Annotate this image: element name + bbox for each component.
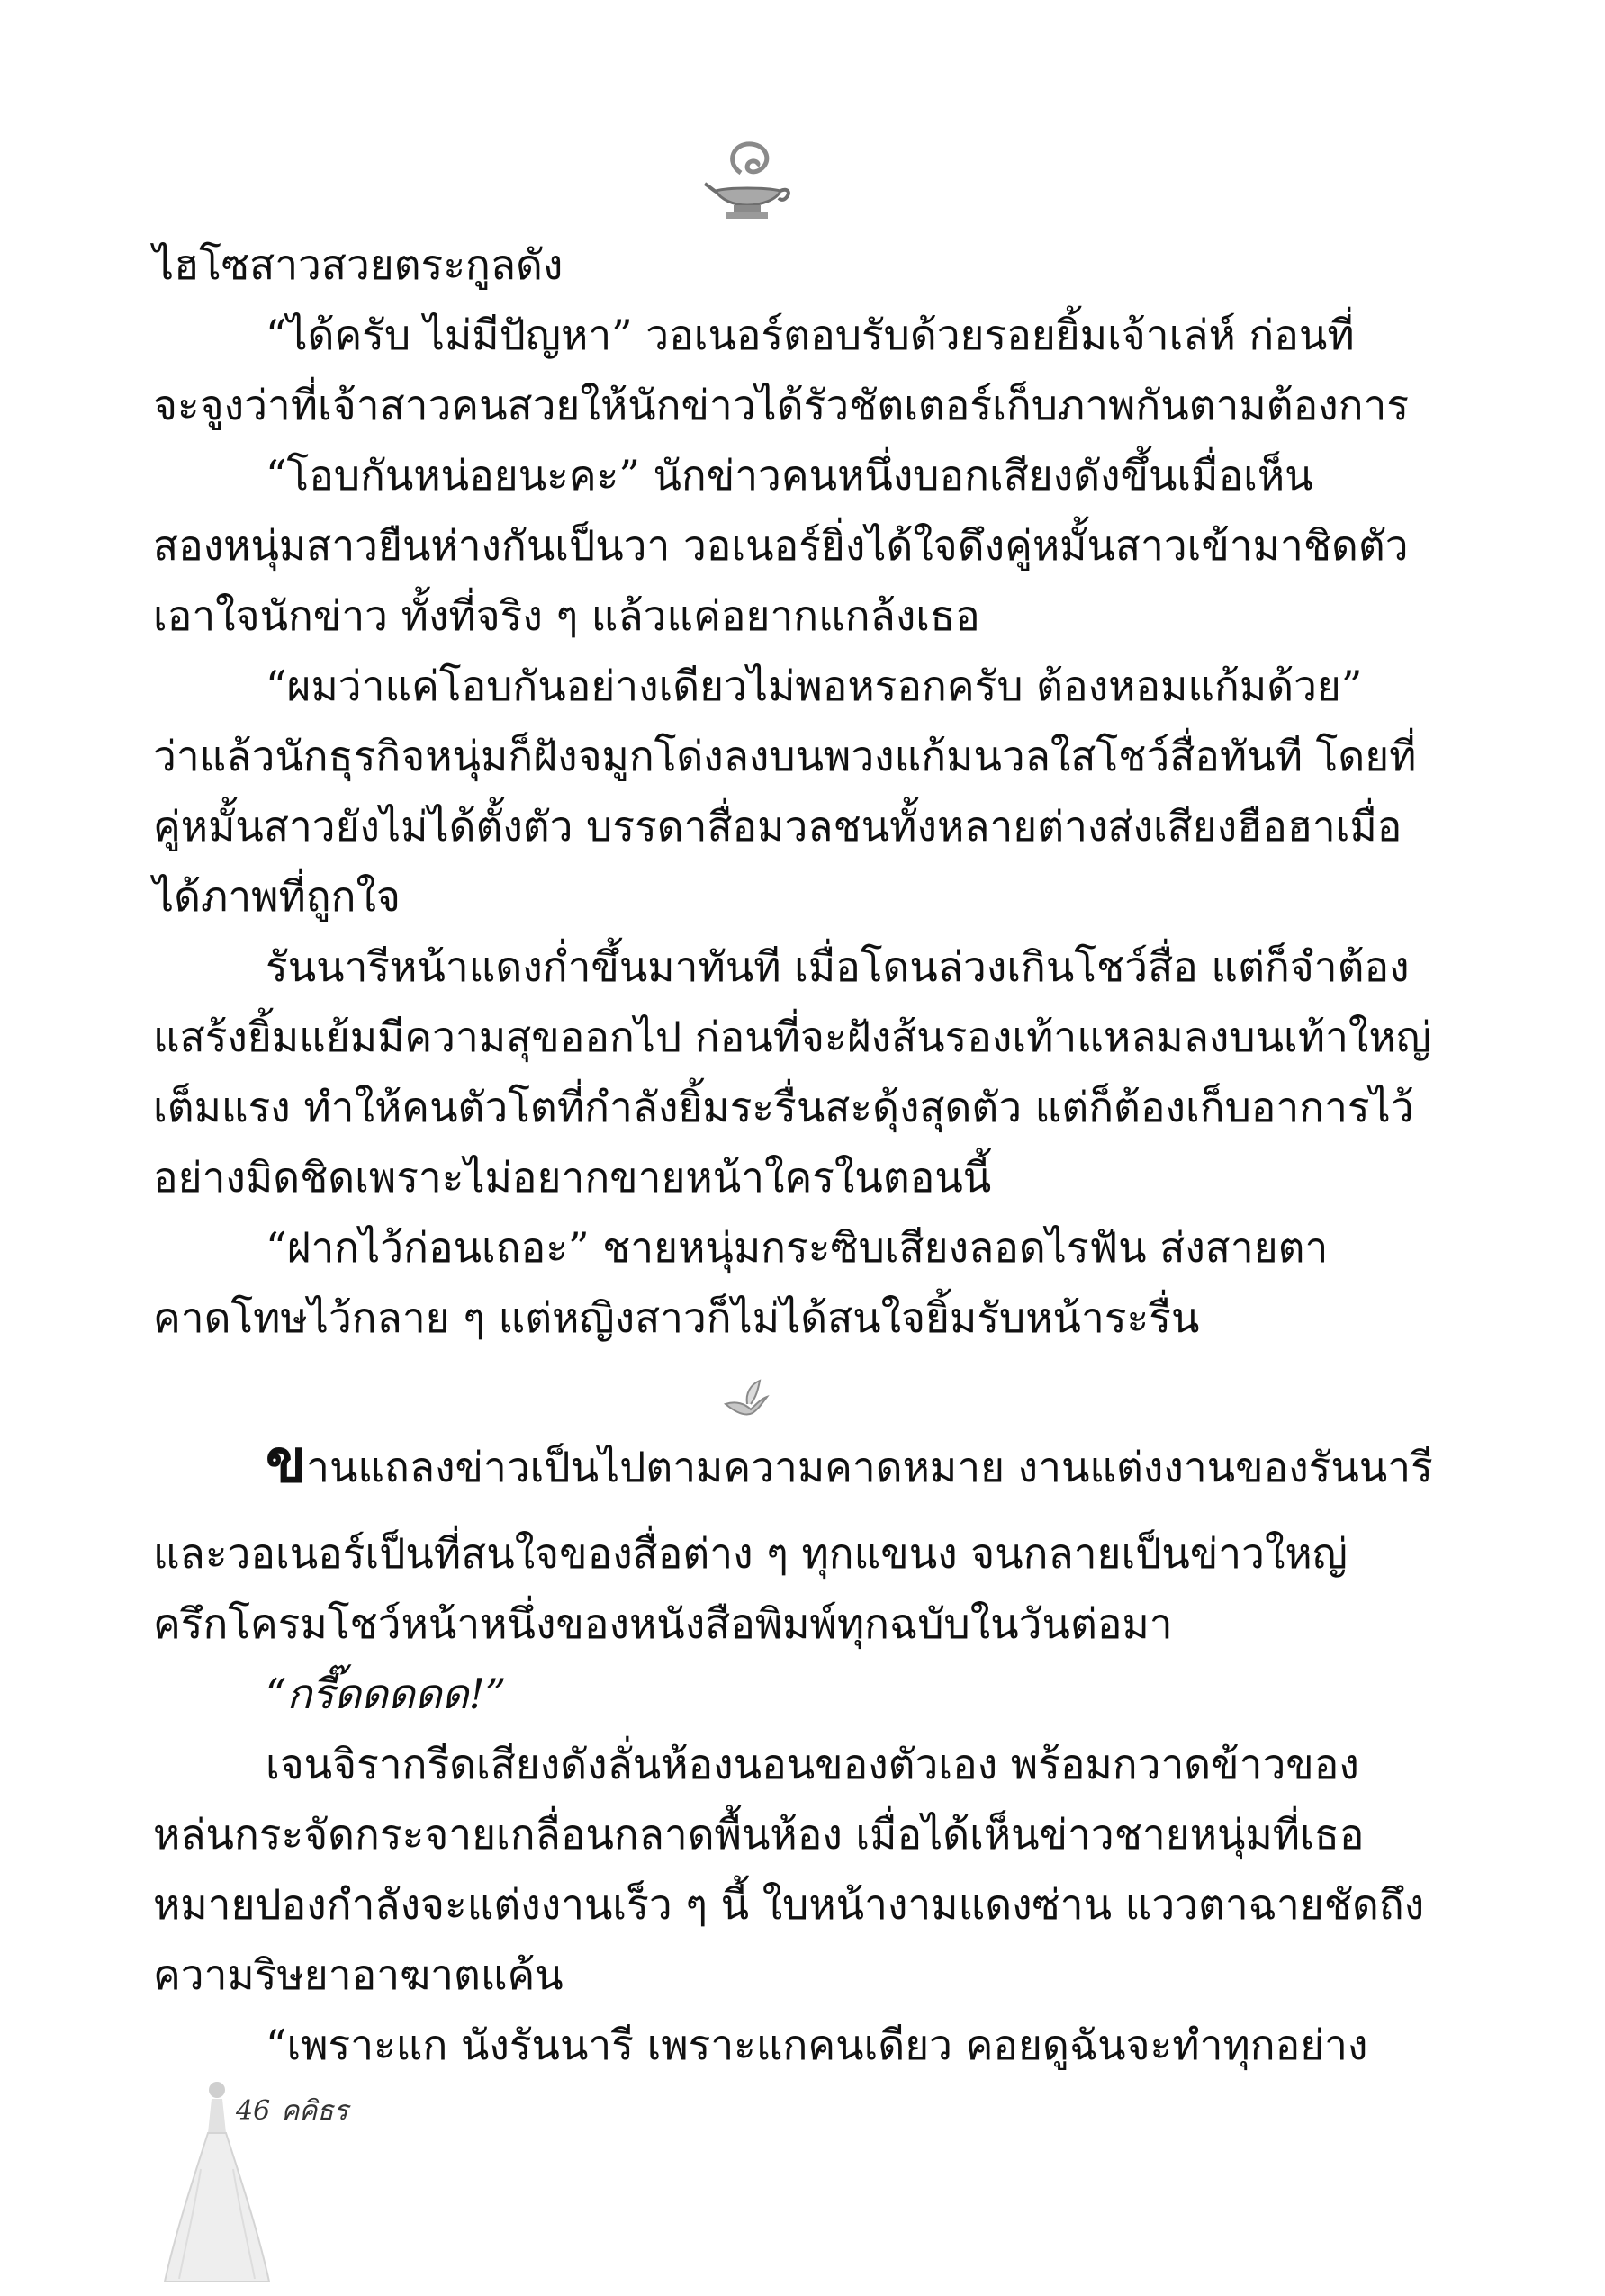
text-line: ได้ภาพที่ถูกใจ [153, 872, 401, 921]
drop-cap: ข [266, 1426, 307, 1496]
genie-lamp-ornament-icon [698, 135, 797, 225]
text-line: อย่างมิดชิดเพราะไม่อยากขายหน้าใครในตอนนี้ [153, 1153, 992, 1202]
text-line: ความริษยาอาฆาตแค้น [153, 1950, 564, 1999]
text-line: “เพราะแก นังรันนารี เพราะแกคนเดียว คอยดูฉันจะทำทุกอย่าง [266, 2021, 1368, 2069]
text-line: หมายปองกำลังจะแต่งงานเร็ว ๆ นี้ ใบหน้างามแดงซ่าน แววตาฉายชัดถึง [153, 1880, 1425, 1929]
text-line: และวอเนอร์เป็นที่สนใจของสื่อต่าง ๆ ทุกแขนง จนกลายเป็นข่าวใหญ่ [153, 1529, 1348, 1578]
page-footer [236, 2090, 359, 2132]
text-line: เต็มแรง ทำให้คนตัวโตที่กำลังยิ้มระรื่นสะดุ้งสุดตัว แต่ก็ต้องเก็บอาการไว้ [153, 1083, 1414, 1131]
text-line: แสร้งยิ้มแย้มมีความสุขออกไป ก่อนที่จะฝังส้นรองเท้าแหลมลงบนเท้าใหญ่ [153, 1013, 1431, 1061]
text-line: คู่หมั้นสาวยังไม่ได้ตั้งตัว บรรดาสื่อมวลชนทั้งหลายต่างส่งเสียงฮือฮาเมื่อ [153, 802, 1402, 851]
dove-icon [720, 1377, 774, 1420]
text-line: ว่าแล้วนักธุรกิจหนุ่มก็ฝังจมูกโด่งลงบนพวงแก้มนวลใสโชว์สื่อทันที โดยที่ [153, 732, 1417, 780]
page-number: 46 [236, 2095, 271, 2127]
author-name: คคิธร [281, 2095, 348, 2127]
text-line: ไฮโซสาวสวยตระกูลดัง [153, 240, 564, 289]
text-line: “ผมว่าแค่โอบกันอย่างเดียวไม่พอหรอกครับ ต้องหอมแก้มด้วย” [266, 662, 1363, 710]
section-opening-line [153, 1423, 1433, 1518]
paragraph-group-2 [153, 1518, 1425, 2080]
body-text [153, 230, 1433, 2080]
text-line: “กรี๊ดดดดด!” [266, 1670, 507, 1718]
text-line: หล่นกระจัดกระจายเกลื่อนกลาดพื้นห้อง เมื่อได้เห็นข่าวชายหนุ่มที่เธอ [153, 1810, 1365, 1859]
text-line: “โอบกันหน่อยนะคะ” นักข่าวคนหนึ่งบอกเสียงดังขึ้นเมื่อเห็น [266, 451, 1313, 500]
text-line: จะจูงว่าที่เจ้าสาวคนสวยให้นักข่าวได้รัวชัตเตอร์เก็บภาพกันตามต้องการ [153, 381, 1410, 429]
text-line: “ได้ครับ ไม่มีปัญหา” วอเนอร์ตอบรับด้วยรอยยิ้มเจ้าเล่ห์ ก่อนที่ [266, 311, 1355, 359]
text-line: คาดโทษไว้กลาย ๆ แต่หญิงสาวก็ไม่ได้สนใจยิ้มรับหน้าระรื่น [153, 1293, 1200, 1342]
text-line: รันนารีหน้าแดงก่ำขึ้นมาทันที เมื่อโดนล่วงเกินโชว์สื่อ แต่ก็จำต้อง [266, 942, 1410, 991]
text-line: สองหนุ่มสาวยืนห่างกันเป็นวา วอเนอร์ยิ่งได้ใจดึงคู่หมั้นสาวเข้ามาชิดตัว [153, 521, 1409, 570]
paragraph-group-1 [153, 230, 1431, 1353]
section-opening-text: านแถลงข่าวเป็นไปตามความคาดหมาย งานแต่งงานของรันนารี [306, 1443, 1433, 1491]
text-line: “ฝากไว้ก่อนเถอะ” ชายหนุ่มกระซิบเสียงลอดไรฟัน ส่งสายตา [266, 1223, 1329, 1272]
text-line: ครึกโครมโชว์หน้าหนึ่งของหนังสือพิมพ์ทุกฉบับในวันต่อมา [153, 1599, 1173, 1648]
text-line: เอาใจนักข่าว ทั้งที่จริง ๆ แล้วแค่อยากแกล้งเธอ [153, 591, 980, 640]
text-line: เจนจิรากรีดเสียงดังลั่นห้องนอนของตัวเอง พร้อมกวาดข้าวของ [266, 1740, 1359, 1788]
